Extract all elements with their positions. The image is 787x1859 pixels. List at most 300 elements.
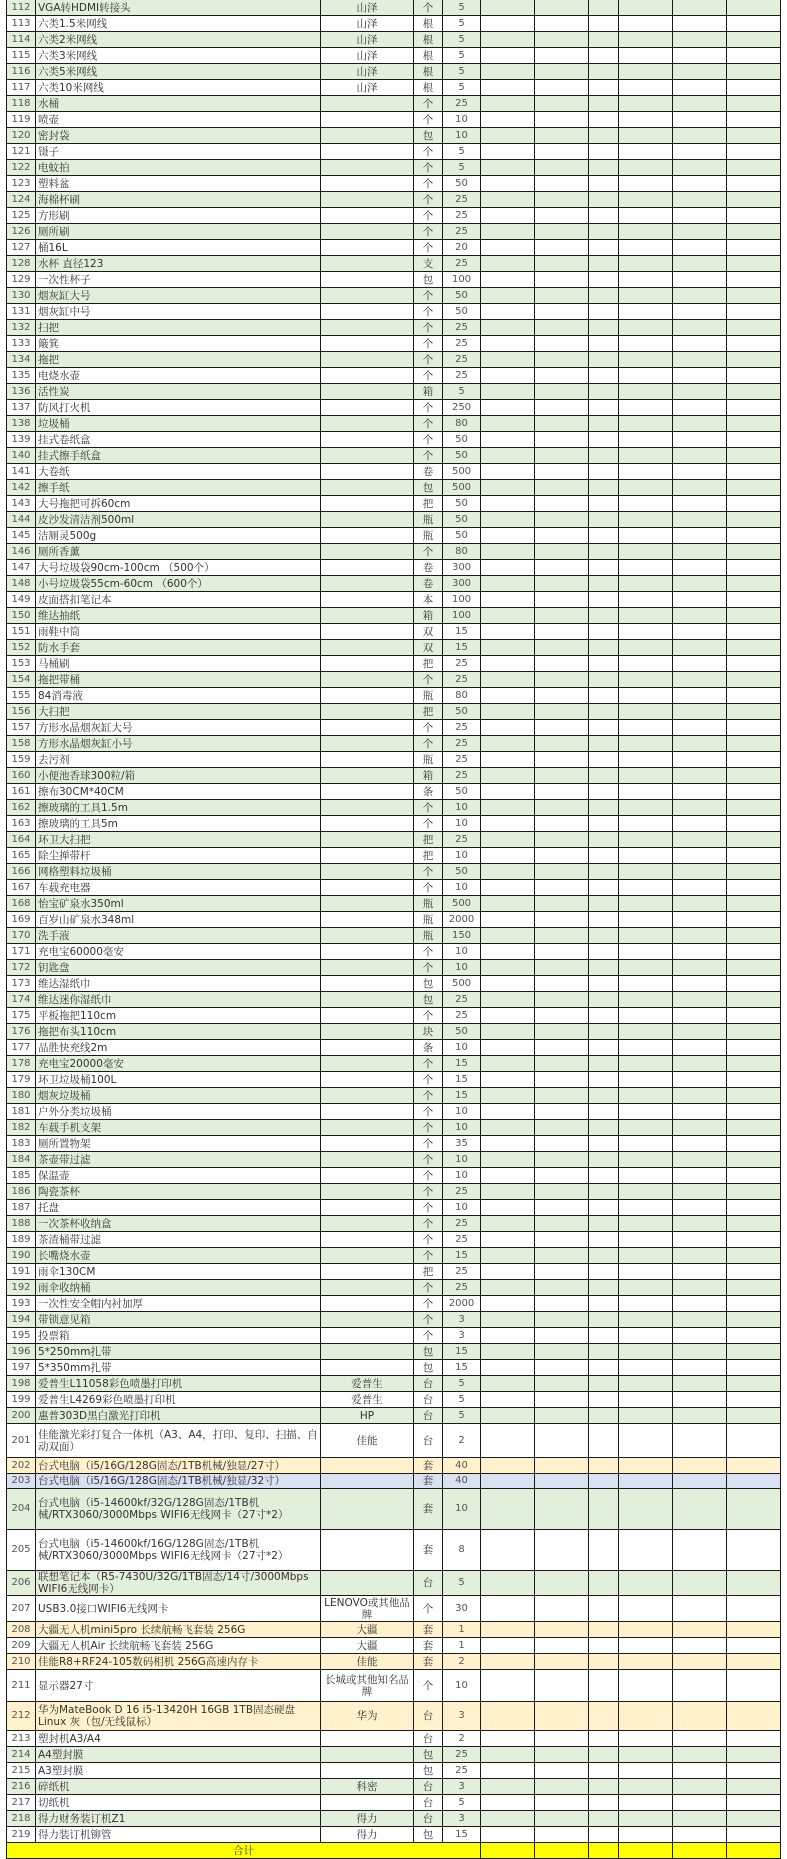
row-number-cell[interactable]: 169	[7, 912, 36, 928]
empty-cell[interactable]	[673, 1747, 727, 1763]
empty-cell[interactable]	[619, 1424, 673, 1458]
empty-cell[interactable]	[481, 304, 535, 320]
empty-cell[interactable]	[589, 576, 619, 592]
item-name-cell[interactable]: 拖把布头110cm	[36, 1024, 321, 1040]
empty-cell[interactable]	[481, 624, 535, 640]
row-number-cell[interactable]: 120	[7, 128, 36, 144]
empty-cell[interactable]	[481, 1779, 535, 1795]
empty-cell[interactable]	[673, 1056, 727, 1072]
empty-cell[interactable]	[727, 1489, 781, 1530]
empty-cell[interactable]	[535, 768, 589, 784]
empty-cell[interactable]	[589, 1376, 619, 1392]
empty-cell[interactable]	[535, 1596, 589, 1622]
row-number-cell[interactable]: 131	[7, 304, 36, 320]
empty-cell[interactable]	[481, 1763, 535, 1779]
empty-cell[interactable]	[727, 1024, 781, 1040]
item-name-cell[interactable]: 厕所置物架	[36, 1136, 321, 1152]
empty-cell[interactable]	[673, 928, 727, 944]
empty-cell[interactable]	[535, 1184, 589, 1200]
item-name-cell[interactable]: 簸箕	[36, 336, 321, 352]
unit-cell[interactable]: 箱	[414, 384, 443, 400]
row-number-cell[interactable]: 207	[7, 1596, 36, 1622]
empty-cell[interactable]	[619, 944, 673, 960]
empty-cell[interactable]	[481, 128, 535, 144]
brand-cell[interactable]: 山泽	[321, 0, 414, 16]
brand-cell[interactable]	[321, 784, 414, 800]
empty-cell[interactable]	[727, 784, 781, 800]
item-name-cell[interactable]: 联想笔记本（R5-7430U/32G/1TB固态/14寸/3000Mbps WIFI6无线网卡）	[36, 1571, 321, 1596]
empty-cell[interactable]	[535, 672, 589, 688]
empty-cell[interactable]	[619, 992, 673, 1008]
empty-cell[interactable]	[619, 1312, 673, 1328]
empty-cell[interactable]	[673, 1779, 727, 1795]
item-name-cell[interactable]: 镊子	[36, 144, 321, 160]
empty-cell[interactable]	[673, 1763, 727, 1779]
unit-cell[interactable]: 个	[414, 368, 443, 384]
item-name-cell[interactable]: 大扫把	[36, 704, 321, 720]
empty-cell[interactable]	[481, 1168, 535, 1184]
row-number-cell[interactable]: 121	[7, 144, 36, 160]
quantity-cell[interactable]: 15	[443, 640, 481, 656]
item-name-cell[interactable]: 车载充电器	[36, 880, 321, 896]
empty-cell[interactable]	[673, 160, 727, 176]
empty-cell[interactable]	[481, 944, 535, 960]
row-number-cell[interactable]: 138	[7, 416, 36, 432]
brand-cell[interactable]	[321, 1296, 414, 1312]
brand-cell[interactable]	[321, 752, 414, 768]
row-number-cell[interactable]: 160	[7, 768, 36, 784]
empty-cell[interactable]	[727, 1827, 781, 1843]
empty-cell[interactable]	[727, 224, 781, 240]
empty-cell[interactable]	[727, 128, 781, 144]
unit-cell[interactable]: 个	[414, 208, 443, 224]
unit-cell[interactable]: 个	[414, 1200, 443, 1216]
empty-cell[interactable]	[673, 1136, 727, 1152]
empty-cell[interactable]	[619, 608, 673, 624]
empty-cell[interactable]	[535, 320, 589, 336]
empty-cell[interactable]	[619, 976, 673, 992]
empty-cell[interactable]	[673, 1200, 727, 1216]
row-number-cell[interactable]: 166	[7, 864, 36, 880]
empty-cell[interactable]	[535, 224, 589, 240]
empty-cell[interactable]	[727, 1702, 781, 1731]
empty-cell[interactable]	[619, 624, 673, 640]
quantity-cell[interactable]: 5	[443, 1408, 481, 1424]
empty-cell[interactable]	[619, 384, 673, 400]
empty-cell[interactable]	[589, 1312, 619, 1328]
empty-cell[interactable]	[727, 1072, 781, 1088]
brand-cell[interactable]	[321, 704, 414, 720]
brand-cell[interactable]	[321, 208, 414, 224]
item-name-cell[interactable]: 防水手套	[36, 640, 321, 656]
brand-cell[interactable]	[321, 384, 414, 400]
brand-cell[interactable]	[321, 224, 414, 240]
empty-cell[interactable]	[619, 1248, 673, 1264]
empty-cell[interactable]	[481, 240, 535, 256]
empty-cell[interactable]	[727, 1458, 781, 1474]
row-number-cell[interactable]: 132	[7, 320, 36, 336]
empty-cell[interactable]	[673, 304, 727, 320]
item-name-cell[interactable]: 密封袋	[36, 128, 321, 144]
empty-cell[interactable]	[619, 1763, 673, 1779]
item-name-cell[interactable]: 保温壶	[36, 1168, 321, 1184]
empty-cell[interactable]	[589, 112, 619, 128]
empty-cell[interactable]	[727, 1392, 781, 1408]
empty-cell[interactable]	[535, 560, 589, 576]
empty-cell[interactable]	[727, 624, 781, 640]
brand-cell[interactable]	[321, 192, 414, 208]
empty-cell[interactable]	[481, 448, 535, 464]
item-name-cell[interactable]: 去污剂	[36, 752, 321, 768]
brand-cell[interactable]	[321, 288, 414, 304]
quantity-cell[interactable]: 2000	[443, 1296, 481, 1312]
brand-cell[interactable]	[321, 960, 414, 976]
empty-cell[interactable]	[619, 736, 673, 752]
empty-cell[interactable]	[619, 1200, 673, 1216]
quantity-cell[interactable]: 25	[443, 720, 481, 736]
quantity-cell[interactable]: 25	[443, 208, 481, 224]
row-number-cell[interactable]: 168	[7, 896, 36, 912]
empty-cell[interactable]	[589, 656, 619, 672]
brand-cell[interactable]	[321, 608, 414, 624]
empty-cell[interactable]	[673, 448, 727, 464]
quantity-cell[interactable]: 10	[443, 960, 481, 976]
empty-cell[interactable]	[481, 784, 535, 800]
empty-cell[interactable]	[673, 800, 727, 816]
brand-cell[interactable]: 爱普生	[321, 1376, 414, 1392]
empty-cell[interactable]	[727, 736, 781, 752]
quantity-cell[interactable]: 500	[443, 896, 481, 912]
quantity-cell[interactable]: 15	[443, 1088, 481, 1104]
quantity-cell[interactable]: 80	[443, 688, 481, 704]
unit-cell[interactable]: 把	[414, 496, 443, 512]
row-number-cell[interactable]: 172	[7, 960, 36, 976]
empty-cell[interactable]	[481, 960, 535, 976]
unit-cell[interactable]: 块	[414, 1024, 443, 1040]
empty-cell[interactable]	[727, 912, 781, 928]
empty-cell[interactable]	[727, 1216, 781, 1232]
item-name-cell[interactable]: 台式电脑（i5/16G/128G固态/1TB机械/独显/32寸）	[36, 1474, 321, 1489]
quantity-cell[interactable]: 10	[443, 1040, 481, 1056]
row-number-cell[interactable]: 136	[7, 384, 36, 400]
quantity-cell[interactable]: 15	[443, 1827, 481, 1843]
empty-cell[interactable]	[727, 528, 781, 544]
empty-cell[interactable]	[727, 1763, 781, 1779]
brand-cell[interactable]: 长城或其他知名品牌	[321, 1670, 414, 1702]
row-number-cell[interactable]: 170	[7, 928, 36, 944]
total-cell[interactable]	[481, 1843, 535, 1859]
quantity-cell[interactable]: 25	[443, 96, 481, 112]
unit-cell[interactable]: 台	[414, 1731, 443, 1747]
empty-cell[interactable]	[727, 1795, 781, 1811]
empty-cell[interactable]	[535, 96, 589, 112]
row-number-cell[interactable]: 214	[7, 1747, 36, 1763]
empty-cell[interactable]	[589, 208, 619, 224]
item-name-cell[interactable]: 大号拖把可拆60cm	[36, 496, 321, 512]
unit-cell[interactable]: 根	[414, 16, 443, 32]
empty-cell[interactable]	[535, 304, 589, 320]
row-number-cell[interactable]: 153	[7, 656, 36, 672]
item-name-cell[interactable]: 5*350mm扎带	[36, 1360, 321, 1376]
brand-cell[interactable]	[321, 544, 414, 560]
empty-cell[interactable]	[673, 1474, 727, 1489]
unit-cell[interactable]: 个	[414, 224, 443, 240]
quantity-cell[interactable]: 5	[443, 48, 481, 64]
empty-cell[interactable]	[673, 1489, 727, 1530]
row-number-cell[interactable]: 161	[7, 784, 36, 800]
unit-cell[interactable]: 瓶	[414, 688, 443, 704]
brand-cell[interactable]	[321, 1136, 414, 1152]
empty-cell[interactable]	[673, 1168, 727, 1184]
item-name-cell[interactable]: 水桶	[36, 96, 321, 112]
empty-cell[interactable]	[589, 192, 619, 208]
empty-cell[interactable]	[619, 1168, 673, 1184]
quantity-cell[interactable]: 25	[443, 736, 481, 752]
empty-cell[interactable]	[589, 496, 619, 512]
item-name-cell[interactable]: 小号垃圾袋55cm-60cm （600个）	[36, 576, 321, 592]
empty-cell[interactable]	[535, 112, 589, 128]
brand-cell[interactable]	[321, 768, 414, 784]
unit-cell[interactable]: 个	[414, 432, 443, 448]
empty-cell[interactable]	[673, 1702, 727, 1731]
unit-cell[interactable]: 瓶	[414, 752, 443, 768]
empty-cell[interactable]	[481, 1747, 535, 1763]
empty-cell[interactable]	[619, 0, 673, 16]
empty-cell[interactable]	[535, 80, 589, 96]
empty-cell[interactable]	[673, 128, 727, 144]
quantity-cell[interactable]: 3	[443, 1312, 481, 1328]
unit-cell[interactable]: 个	[414, 1232, 443, 1248]
empty-cell[interactable]	[727, 48, 781, 64]
quantity-cell[interactable]: 3	[443, 1779, 481, 1795]
empty-cell[interactable]	[727, 704, 781, 720]
row-number-cell[interactable]: 188	[7, 1216, 36, 1232]
item-name-cell[interactable]: 车载手机支架	[36, 1120, 321, 1136]
brand-cell[interactable]	[321, 1216, 414, 1232]
unit-cell[interactable]: 套	[414, 1489, 443, 1530]
row-number-cell[interactable]: 193	[7, 1296, 36, 1312]
empty-cell[interactable]	[481, 112, 535, 128]
item-name-cell[interactable]: 电蚊拍	[36, 160, 321, 176]
item-name-cell[interactable]: 大疆无人机Air 长续航畅飞套装 256G	[36, 1638, 321, 1654]
empty-cell[interactable]	[589, 352, 619, 368]
brand-cell[interactable]	[321, 880, 414, 896]
empty-cell[interactable]	[589, 816, 619, 832]
brand-cell[interactable]	[321, 992, 414, 1008]
empty-cell[interactable]	[535, 864, 589, 880]
empty-cell[interactable]	[535, 464, 589, 480]
row-number-cell[interactable]: 186	[7, 1184, 36, 1200]
row-number-cell[interactable]: 143	[7, 496, 36, 512]
unit-cell[interactable]: 个	[414, 1104, 443, 1120]
empty-cell[interactable]	[535, 256, 589, 272]
item-name-cell[interactable]: 电烧水壶	[36, 368, 321, 384]
brand-cell[interactable]	[321, 1072, 414, 1088]
empty-cell[interactable]	[535, 48, 589, 64]
row-number-cell[interactable]: 184	[7, 1152, 36, 1168]
item-name-cell[interactable]: 一次性杯子	[36, 272, 321, 288]
unit-cell[interactable]: 本	[414, 592, 443, 608]
empty-cell[interactable]	[619, 1280, 673, 1296]
item-name-cell[interactable]: 陶瓷茶杯	[36, 1184, 321, 1200]
empty-cell[interactable]	[673, 640, 727, 656]
quantity-cell[interactable]: 50	[443, 448, 481, 464]
quantity-cell[interactable]: 5	[443, 1376, 481, 1392]
empty-cell[interactable]	[727, 1200, 781, 1216]
unit-cell[interactable]: 支	[414, 256, 443, 272]
empty-cell[interactable]	[589, 1530, 619, 1571]
empty-cell[interactable]	[619, 1120, 673, 1136]
unit-cell[interactable]: 包	[414, 1360, 443, 1376]
quantity-cell[interactable]: 20	[443, 240, 481, 256]
row-number-cell[interactable]: 178	[7, 1056, 36, 1072]
unit-cell[interactable]: 条	[414, 784, 443, 800]
empty-cell[interactable]	[535, 592, 589, 608]
empty-cell[interactable]	[481, 320, 535, 336]
empty-cell[interactable]	[673, 720, 727, 736]
quantity-cell[interactable]: 5	[443, 160, 481, 176]
empty-cell[interactable]	[535, 1328, 589, 1344]
quantity-cell[interactable]: 25	[443, 1184, 481, 1200]
empty-cell[interactable]	[727, 800, 781, 816]
item-name-cell[interactable]: 活性炭	[36, 384, 321, 400]
empty-cell[interactable]	[481, 144, 535, 160]
empty-cell[interactable]	[481, 416, 535, 432]
empty-cell[interactable]	[589, 224, 619, 240]
empty-cell[interactable]	[589, 1344, 619, 1360]
unit-cell[interactable]: 台	[414, 1702, 443, 1731]
empty-cell[interactable]	[673, 896, 727, 912]
empty-cell[interactable]	[481, 464, 535, 480]
brand-cell[interactable]: 山泽	[321, 64, 414, 80]
row-number-cell[interactable]: 203	[7, 1474, 36, 1489]
brand-cell[interactable]	[321, 416, 414, 432]
unit-cell[interactable]: 根	[414, 80, 443, 96]
quantity-cell[interactable]: 5	[443, 32, 481, 48]
empty-cell[interactable]	[535, 1779, 589, 1795]
empty-cell[interactable]	[589, 96, 619, 112]
empty-cell[interactable]	[535, 1344, 589, 1360]
empty-cell[interactable]	[727, 384, 781, 400]
empty-cell[interactable]	[481, 1795, 535, 1811]
item-name-cell[interactable]: 烟灰缸中号	[36, 304, 321, 320]
empty-cell[interactable]	[673, 1638, 727, 1654]
row-number-cell[interactable]: 119	[7, 112, 36, 128]
empty-cell[interactable]	[589, 512, 619, 528]
empty-cell[interactable]	[619, 1376, 673, 1392]
row-number-cell[interactable]: 165	[7, 848, 36, 864]
unit-cell[interactable]: 台	[414, 1408, 443, 1424]
unit-cell[interactable]: 把	[414, 1264, 443, 1280]
unit-cell[interactable]: 个	[414, 880, 443, 896]
item-name-cell[interactable]: 雨鞋中筒	[36, 624, 321, 640]
empty-cell[interactable]	[619, 864, 673, 880]
empty-cell[interactable]	[727, 576, 781, 592]
empty-cell[interactable]	[673, 1827, 727, 1843]
item-name-cell[interactable]: 六类3米网线	[36, 48, 321, 64]
empty-cell[interactable]	[481, 1024, 535, 1040]
empty-cell[interactable]	[673, 816, 727, 832]
empty-cell[interactable]	[673, 16, 727, 32]
empty-cell[interactable]	[535, 832, 589, 848]
empty-cell[interactable]	[727, 480, 781, 496]
empty-cell[interactable]	[727, 608, 781, 624]
empty-cell[interactable]	[481, 528, 535, 544]
empty-cell[interactable]	[673, 272, 727, 288]
empty-cell[interactable]	[727, 368, 781, 384]
empty-cell[interactable]	[673, 624, 727, 640]
unit-cell[interactable]: 个	[414, 288, 443, 304]
item-name-cell[interactable]: 桶16L	[36, 240, 321, 256]
empty-cell[interactable]	[535, 688, 589, 704]
empty-cell[interactable]	[727, 240, 781, 256]
row-number-cell[interactable]: 151	[7, 624, 36, 640]
row-number-cell[interactable]: 140	[7, 448, 36, 464]
item-name-cell[interactable]: 皮面搭扣笔记本	[36, 592, 321, 608]
total-cell[interactable]	[535, 1843, 589, 1859]
empty-cell[interactable]	[589, 848, 619, 864]
unit-cell[interactable]: 包	[414, 272, 443, 288]
empty-cell[interactable]	[481, 336, 535, 352]
item-name-cell[interactable]: 马桶刷	[36, 656, 321, 672]
brand-cell[interactable]	[321, 512, 414, 528]
empty-cell[interactable]	[535, 1232, 589, 1248]
quantity-cell[interactable]: 15	[443, 1056, 481, 1072]
empty-cell[interactable]	[727, 1232, 781, 1248]
item-name-cell[interactable]: 显示器27寸	[36, 1670, 321, 1702]
empty-cell[interactable]	[619, 1811, 673, 1827]
empty-cell[interactable]	[727, 976, 781, 992]
total-cell[interactable]	[673, 1843, 727, 1859]
quantity-cell[interactable]: 25	[443, 1232, 481, 1248]
empty-cell[interactable]	[589, 272, 619, 288]
empty-cell[interactable]	[535, 1458, 589, 1474]
brand-cell[interactable]: LENOVO或其他品牌	[321, 1596, 414, 1622]
item-name-cell[interactable]: VGA转HDMI转接头	[36, 0, 321, 16]
row-number-cell[interactable]: 171	[7, 944, 36, 960]
empty-cell[interactable]	[481, 1056, 535, 1072]
item-name-cell[interactable]: 一次茶杯收纳盒	[36, 1216, 321, 1232]
empty-cell[interactable]	[619, 752, 673, 768]
empty-cell[interactable]	[727, 896, 781, 912]
empty-cell[interactable]	[535, 1489, 589, 1530]
unit-cell[interactable]: 个	[414, 416, 443, 432]
row-number-cell[interactable]: 195	[7, 1328, 36, 1344]
row-number-cell[interactable]: 114	[7, 32, 36, 48]
brand-cell[interactable]	[321, 592, 414, 608]
empty-cell[interactable]	[481, 1392, 535, 1408]
unit-cell[interactable]: 台	[414, 1779, 443, 1795]
empty-cell[interactable]	[619, 1458, 673, 1474]
row-number-cell[interactable]: 142	[7, 480, 36, 496]
empty-cell[interactable]	[727, 208, 781, 224]
empty-cell[interactable]	[673, 1248, 727, 1264]
empty-cell[interactable]	[619, 416, 673, 432]
empty-cell[interactable]	[619, 1008, 673, 1024]
quantity-cell[interactable]: 25	[443, 832, 481, 848]
brand-cell[interactable]	[321, 1747, 414, 1763]
row-number-cell[interactable]: 200	[7, 1408, 36, 1424]
empty-cell[interactable]	[589, 1040, 619, 1056]
row-number-cell[interactable]: 147	[7, 560, 36, 576]
empty-cell[interactable]	[481, 928, 535, 944]
empty-cell[interactable]	[673, 1596, 727, 1622]
quantity-cell[interactable]: 50	[443, 528, 481, 544]
empty-cell[interactable]	[481, 1008, 535, 1024]
empty-cell[interactable]	[535, 1747, 589, 1763]
empty-cell[interactable]	[589, 624, 619, 640]
row-number-cell[interactable]: 115	[7, 48, 36, 64]
